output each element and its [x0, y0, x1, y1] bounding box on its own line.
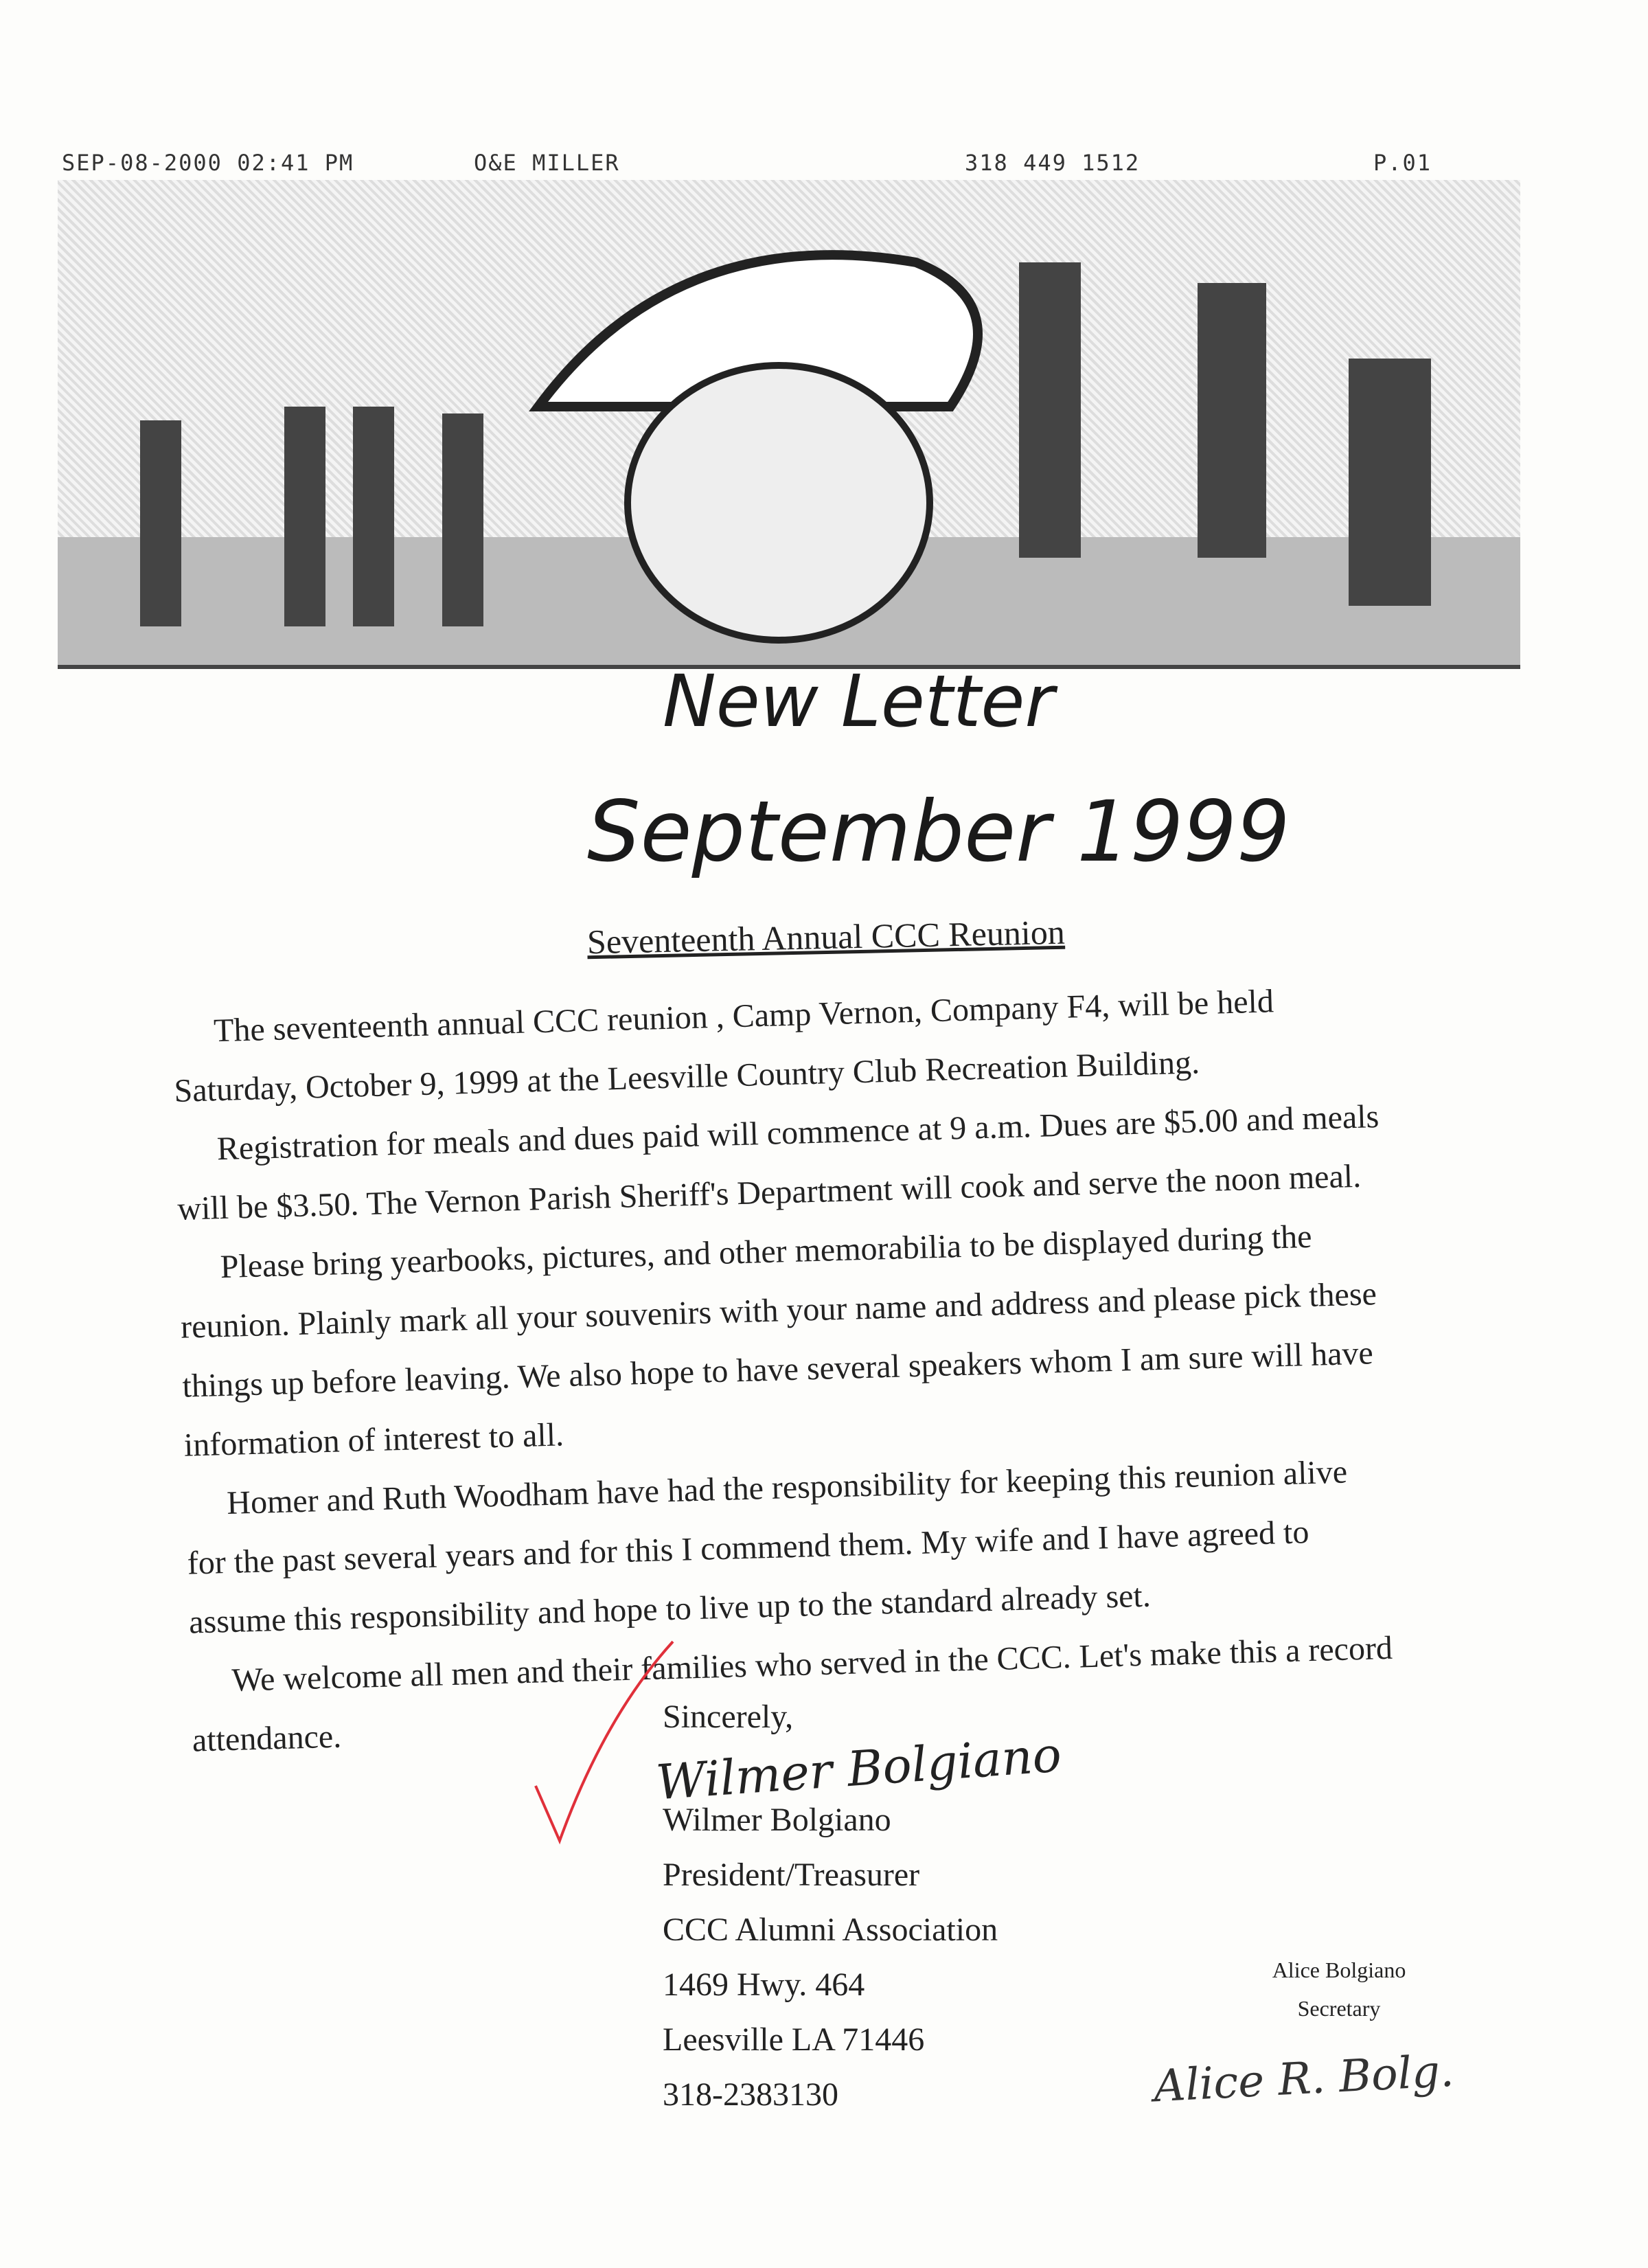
ccc-illustration-banner [58, 180, 1520, 669]
newsletter-title: New Letter [663, 659, 1055, 743]
signer-role: President/Treasurer [663, 1857, 920, 1893]
fax-phone: 318 449 1512 [965, 150, 1141, 176]
body-line: information of interest to all. [183, 1416, 564, 1464]
secretary-role: Secretary [1297, 1996, 1381, 2021]
body-line: reunion. Plainly mark all your souvenirs with your name and address and please pick these [180, 1275, 1377, 1346]
salutation: Sincerely, [663, 1699, 794, 1735]
signer-name: Wilmer Bolgiano [663, 1802, 891, 1838]
body-line: The seventeenth annual CCC reunion , Camp Vernon, Company F4, will be held [213, 983, 1274, 1050]
fax-page: P.01 [1373, 150, 1432, 176]
fax-datetime: SEP-08-2000 02:41 PM [62, 150, 354, 176]
organization: CCC Alumni Association [663, 1912, 998, 1948]
body-line: Homer and Ruth Woodham have had the responsibility for keeping this reunion alive [226, 1453, 1348, 1522]
body-line: attendance. [192, 1718, 342, 1759]
phone-number: 318-2383130 [663, 2076, 838, 2113]
fax-sender: O&E MILLER [474, 150, 620, 176]
body-line: Registration for meals and dues paid will commence at 9 a.m. Dues are $5.00 and meals [216, 1098, 1380, 1168]
secretary-signature: Alice R. Bolg. [1152, 2045, 1456, 2113]
section-heading: Seventeenth Annual CCC Reunion [586, 912, 1066, 962]
president-signature: Wilmer Bolgiano [654, 1726, 1064, 1811]
closing-block [654, 1690, 1064, 2122]
body-line: for the past several years and for this I commend them. My wife and I have agreed to [187, 1514, 1309, 1582]
letter-body [172, 964, 1579, 1771]
body-line: Saturday, October 9, 1999 at the Leesville Country Club Recreation Building. [173, 1044, 1200, 1109]
body-line: Please bring yearbooks, pictures, and other memorabilia to be displayed during the [220, 1218, 1313, 1286]
body-line: We welcome all men and their families who served in the CCC. Let's make this a record [231, 1629, 1393, 1699]
body-line: assume this responsibility and hope to live up to the standard already set. [188, 1577, 1152, 1641]
body-line: will be $3.50. The Vernon Parish Sheriff's Department will cook and serve the noon meal. [176, 1157, 1362, 1227]
address-line-2: Leesville LA 71446 [663, 2021, 925, 2058]
body-line: things up before leaving. We also hope to have several speakers whom I am sure will have [181, 1335, 1374, 1405]
secretary-name: Alice Bolgiano [1272, 1958, 1406, 1982]
red-checkmark [522, 1635, 687, 1855]
address-line-1: 1469 Hwy. 464 [663, 1966, 865, 2003]
secretary-block [1257, 1951, 1421, 2028]
newsletter-date: September 1999 [587, 783, 1290, 881]
